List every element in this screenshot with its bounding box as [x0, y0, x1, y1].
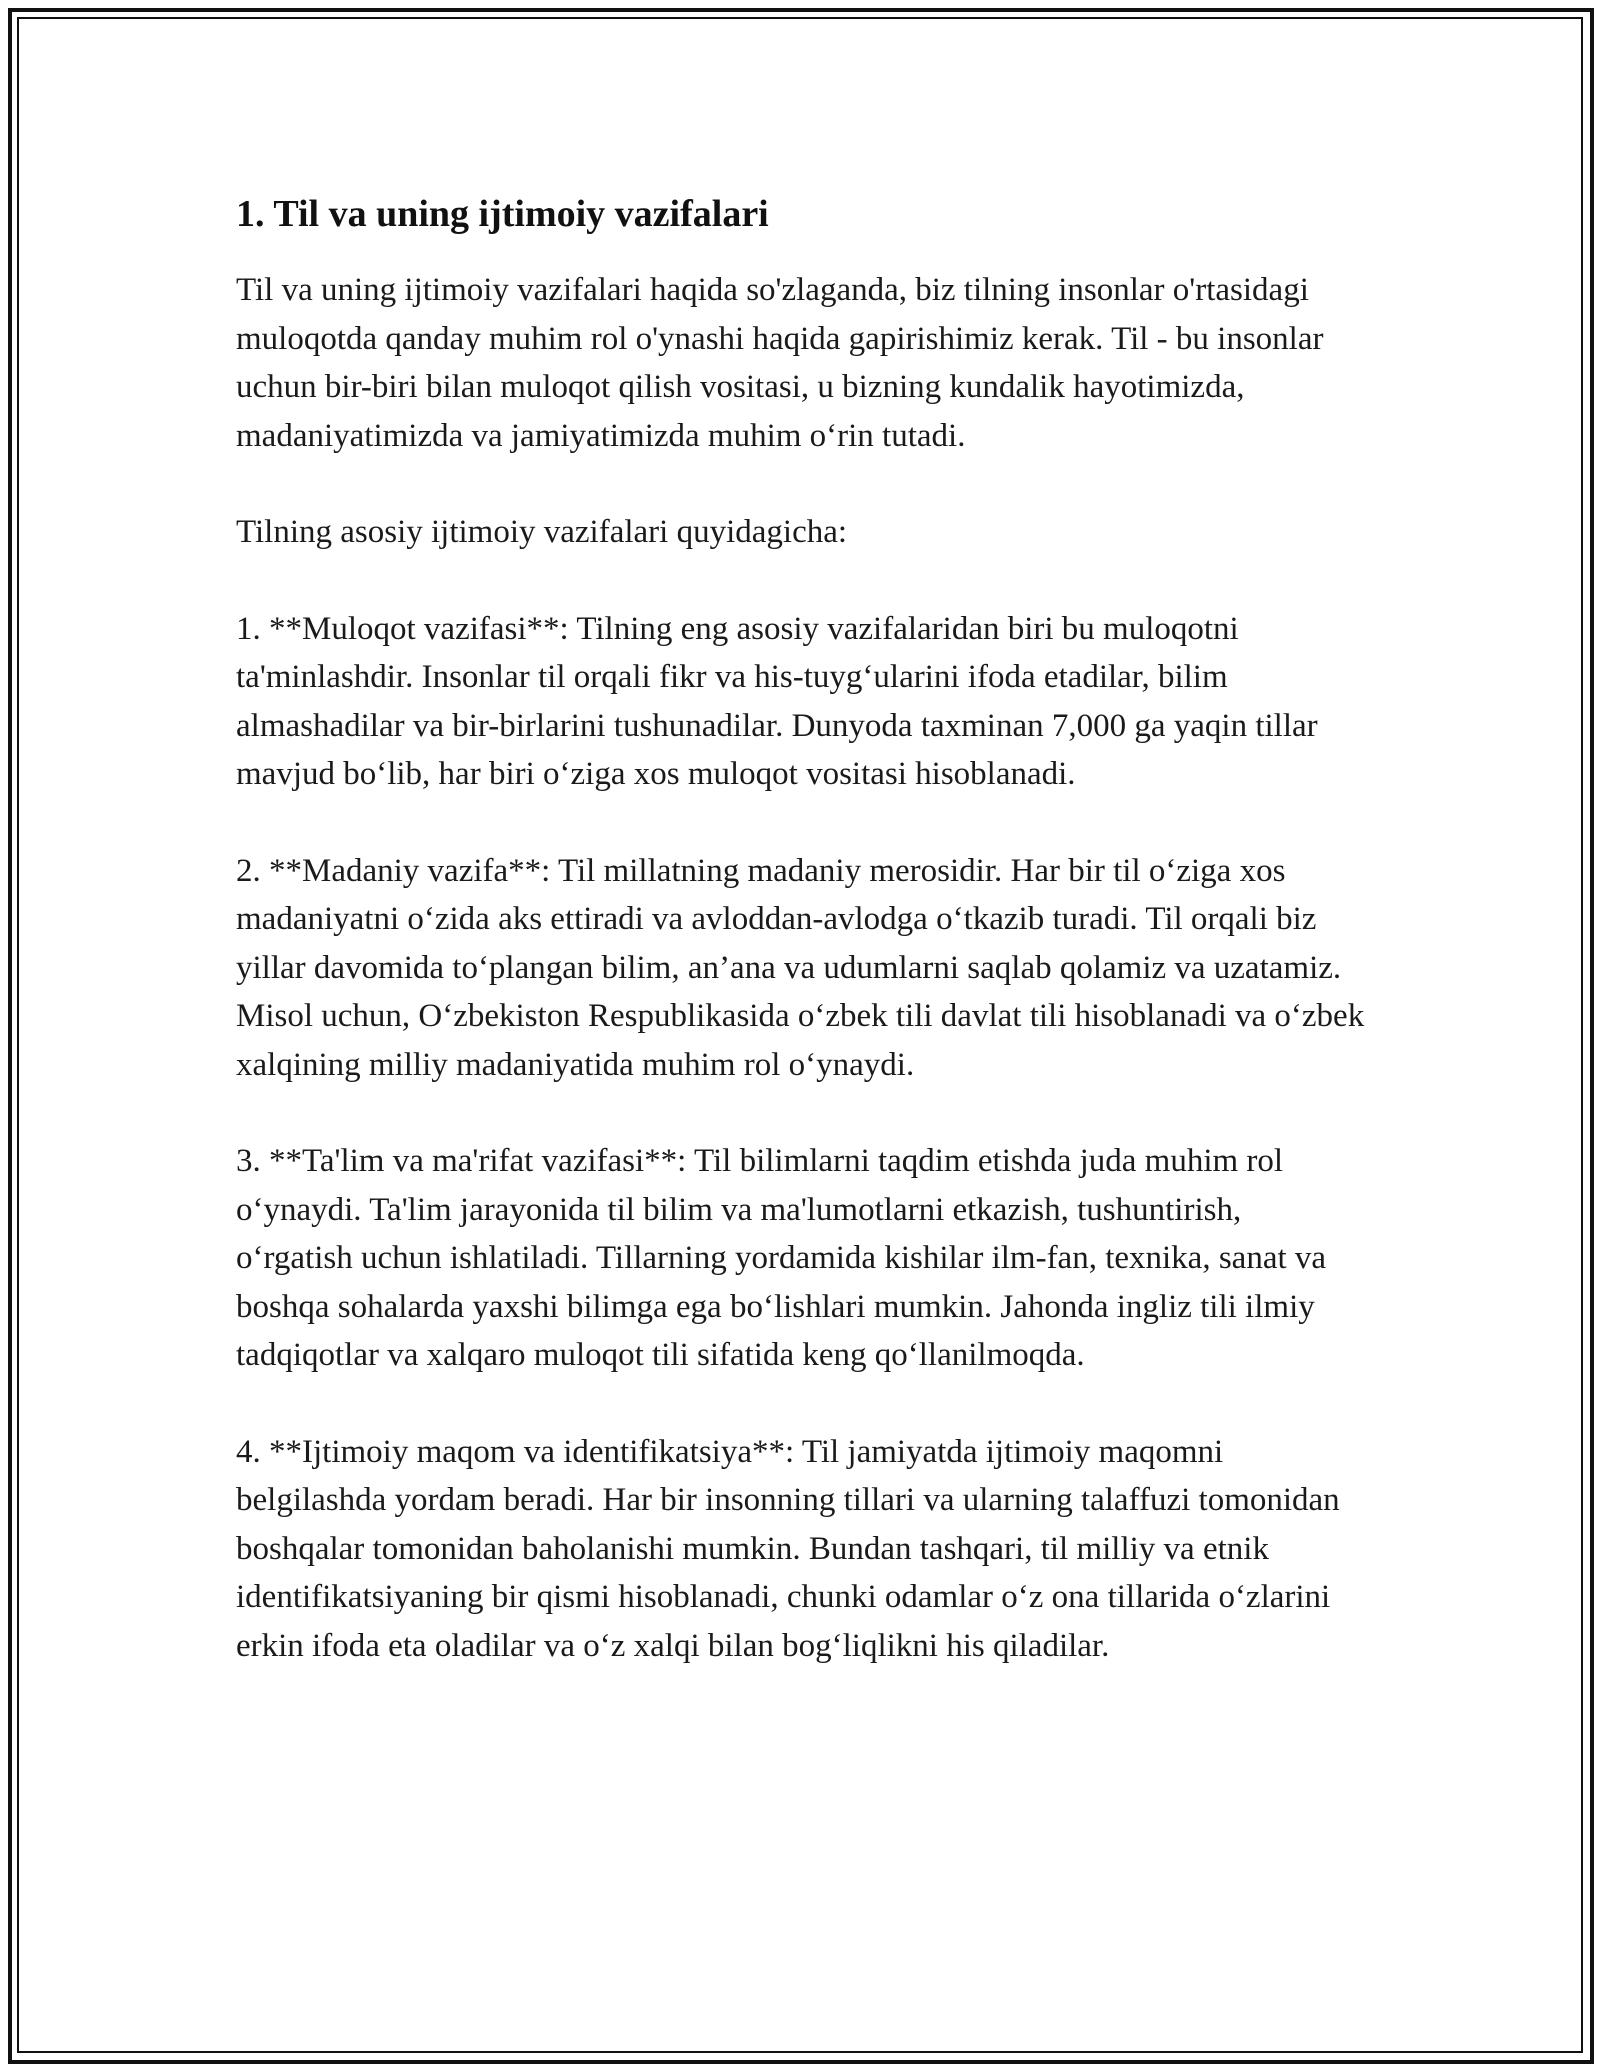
communication-function-paragraph: 1. **Muloqot vazifasi**: Tilning eng asosiy vazifalaridan biri bu muloqotni ta'minlashdir. Insonlar til orqali fikr va his-tuyg‘ularini ifoda etadilar, bilim almashadilar va bir-birlarini tushunadilar. Dunyoda taxminan 7,000 ga yaqin tillar mavjud bo‘lib, har biri o‘ziga xos muloqot vositasi hisoblanadi. [236, 610, 1318, 792]
cultural-function-paragraph: 2. **Madaniy vazifa**: Til millatning madaniy merosidir. Har bir til o‘ziga xos madaniyatni o‘zida aks ettiradi va avloddan-avlodga o‘tkazib turadi. Til orqali biz yillar davomida to‘plangan bilim, an’ana va udumlarni saqlab qolamiz va uzatamiz. Misol uchun, O‘zbekiston Respublikasida o‘zbek tili davlat tili hisoblanadi va o‘zbek xalqining milliy madaniyatida muhim rol o‘ynaydi. [236, 852, 1365, 1083]
functions-lead-paragraph: Tilning asosiy ijtimoiy vazifalari quyidagicha: [236, 514, 848, 550]
education-function-paragraph: 3. **Ta'lim va ma'rifat vazifasi**: Til bilimlarni taqdim etishda juda muhim rol o‘ynaydi. Ta'lim jarayonida til bilim va ma'lumotlarni etkazish, tushuntirish, o‘rgatish uchun ishlatiladi. Tillarning yordamida kishilar ilm-fan, texnika, sanat va boshqa sohalarda yaxshi bilimga ega bo‘lishlari mumkin. Jahonda ingliz tili ilmiy tadqiqotlar va xalqaro muloqot tili sifatida keng qo‘llanilmoqda. [236, 1143, 1327, 1373]
document-title: 1. Til va uning ijtimoiy vazifalari [236, 193, 769, 235]
document-body [236, 190, 1366, 1718]
social-status-paragraph: 4. **Ijtimoiy maqom va identifikatsiya**: Til jamiyatda ijtimoiy maqomni belgilashda yordam beradi. Har bir insonning tillari va ularning talaffuzi tomonidan boshqalar tomonidan baholanishi mumkin. Bundan tashqari, til milliy va etnik identifikatsiyaning bir qismi hisoblanadi, chunki odamlar o‘z ona tillarida o‘zlarini erkin ifoda eta oladilar va o‘z xalqi bilan bog‘liqlikni his qiladilar. [236, 1433, 1340, 1664]
intro-paragraph: Til va uning ijtimoiy vazifalari haqida so'zlaganda, biz tilning insonlar o'rtasidagi muloqotda qanday muhim rol o'ynashi haqida gapirishimiz kerak. Til - bu insonlar uchun bir-biri bilan muloqot qilish vositasi, u bizning kundalik hayotimizda, madaniyatimizda va jamiyatimizda muhim o‘rin tutadi. [236, 272, 1324, 454]
